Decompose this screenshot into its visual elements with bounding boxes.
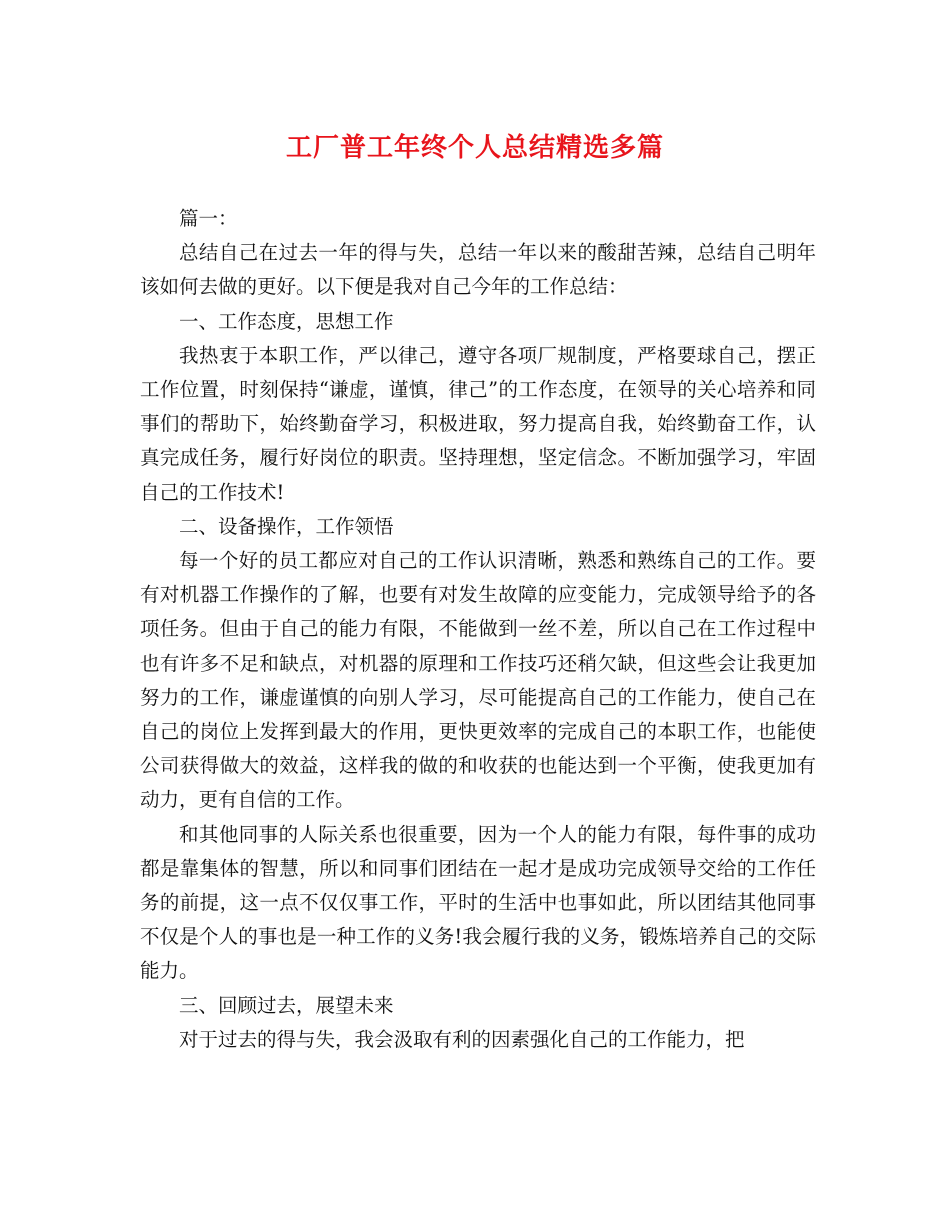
section-heading: 三、回顾过去，展望未来 (179, 993, 394, 1017)
body-paragraph: 对于过去的得与失，我会汲取有利的因素强化自己的工作能力，把 (179, 1027, 745, 1051)
document-title: 工厂普工年终个人总结精选多篇 (285, 133, 664, 163)
body-paragraph: 和其他同事的人际关系也很重要，因为一个人的能力有限，每件事的成功都是靠集体的智慧，所以和同事们团结在一起才是成功完成领导交给的工作任务的前提，这一点不仅仅事工作，平时的生活中也事如此，所以团结其他同事不仅是个人的事也是一种工作的义务!我会履行我的义务，锻炼培养自己的交际能力。 (140, 822, 816, 983)
body-paragraph: 每一个好的员工都应对自己的工作认识清晰，熟悉和熟练自己的工作。要有对机器工作操作的了解，也要有对发生故障的应变能力，完成领导给予的各项任务。但由于自己的能力有限，不能做到一丝不差，所以自己在工作过程中也有许多不足和缺点，对机器的原理和工作技巧还稍欠缺，但这些会让我更加努力的工作，谦虚谨慎的向别人学习，尽可能提高自己的工作能力，使自己在自己的岗位上发挥到最大的作用，更快更效率的完成自己的本职工作，也能使公司获得做大的效益，这样我的做的和收获的也能达到一个平衡，使我更加有动力，更有自信的工作。 (140, 549, 816, 812)
section-heading: 一、工作态度，思想工作 (179, 309, 394, 333)
intro-paragraph: 总结自己在过去一年的得与失，总结一年以来的酸甜苦辣，总结自己明年该如何去做的更好。以下便是我对自己今年的工作总结： (140, 241, 816, 299)
body-paragraph: 我热衷于本职工作，严以律己，遵守各项厂规制度，严格要球自己，摆正工作位置，时刻保持“谦虚，谨慎，律己”的工作态度，在领导的关心培养和同事们的帮助下，始终勤奋学习，积极进取，努力提高自我，始终勤奋工作，认真完成任务，履行好岗位的职责。坚持理想，坚定信念。不断加强学习，牢固自己的工作技术! (140, 343, 816, 504)
document-body (140, 202, 816, 1057)
section-label: 篇一： (179, 207, 238, 230)
section-heading: 二、设备操作，工作领悟 (179, 514, 394, 538)
